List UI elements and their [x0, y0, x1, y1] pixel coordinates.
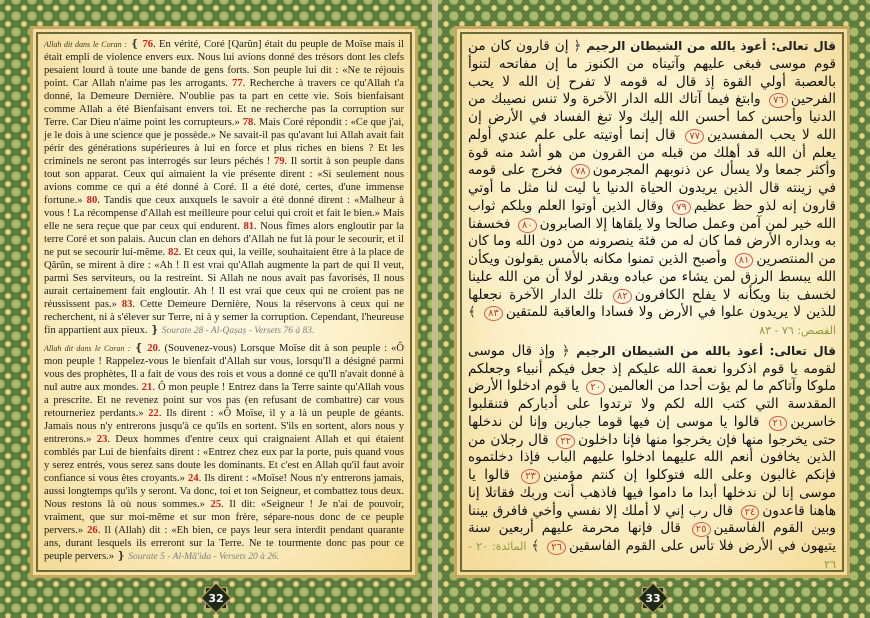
verse-number: 77 [232, 78, 243, 89]
verse-number: ٢٢ [556, 434, 575, 449]
passage-intro: Allah dit dans le Coran : [44, 40, 127, 49]
verse-number: ٨٠ [518, 218, 537, 233]
verse-text: تلك الدار الآخرة نجعلها للذين لا يريدون علوا في الأرض ولا فسادا والعاقبة للمتقين [468, 286, 836, 321]
verse-text: إن قارون كان من قوم موسى فبغى عليهم وآتيناه من الكنوز ما إن مفاتحه لتنوأ بالعصبة أولي القوة إذ قال له قومه لا تفرح إن الله لا يحب الفرحين [468, 38, 836, 108]
verse-text: فخرج على قومه في زينته قال الذين يريدون الحياة الدنيا يا ليت لنا مثل ما أوتي قارون إنه لذو حظ عظيم [468, 162, 837, 214]
verse-number: ٧٧ [685, 129, 704, 144]
french-text-frame [30, 26, 418, 578]
surah-reference: القصص: ٧٦ - ٨٣ [759, 324, 836, 337]
left-page [0, 0, 432, 618]
verse-text: فخسفنا به وبداره الأرض فما كان له من فئة ينصرونه من دون الله وما كان من المنتصرين [468, 215, 836, 267]
passage [44, 342, 404, 564]
open-bracket: ﴿ [573, 38, 582, 54]
verse-number: ٧٦ [769, 93, 788, 108]
passage-intro: قال تعالى: أعوذ بالله من الشيطان الرجيم [586, 39, 837, 53]
verse-text: . Ils dirent : «Ô Moïse, il y a là un peuple de géants. Jamais nous n'y entrerons jusqu'à ce qu'ils en sortent. S'ils en sortent, alors nous y entrerons.» [44, 408, 404, 445]
surah-reference: Sourate 5 - Al-Mâ'ida - Versets 20 à 26. [128, 552, 280, 562]
verse-number: 81 [243, 221, 255, 232]
arabic-text-frame [454, 26, 850, 578]
verse-number: 24 [187, 473, 199, 484]
verse-text: . Ô mon peuple ! Entrez dans la Terre sainte qu'Allah vous a prescrite. Et ne revenez point sur vos pas (en refusant de combattre) car vous retourneriez perdants.» [44, 382, 404, 419]
verse-number: 25 [210, 499, 222, 510]
verse-text: . Il dit: «Seigneur ! Je n'ai de pouvoir, vraiment, que sur moi-même et sur mon frère, sépare-nous donc de ce peuple pervers.» [44, 499, 404, 536]
open-bracket: ﴿ [561, 342, 570, 359]
verse-text: قالوا يا موسى إن فيها قوما جبارين وإنا لن ندخلها حتى يخرجوا منها فإن يخرجوا منها فإنا داخلون [468, 413, 836, 448]
verse-text: . Ils dirent : «Moïse! Nous n'y entrerons jamais, aussi longtemps qu'ils y seront. Va donc, toi et ton Seigneur, et combattez tous deux. Nous restons là où nous sommes.» [44, 473, 404, 510]
verse-text: يا قوم ادخلوا الأرض المقدسة التي كتب الله لكم ولا ترتدوا على أدباركم فتنقلبوا خاسرين [468, 378, 836, 430]
open-bracket: ❴ [130, 39, 140, 50]
close-bracket: ❵ [150, 325, 160, 336]
verse-number: ٨١ [735, 253, 754, 268]
verse-text: . Mais Coré répondit : «Ce que j'ai, je le dois à une science que je possède.» Ne savait-il pas qu'avant lui Allah avait fait périr des générations supérieures à lui en force et plus riches en biens ? Et les criminels ne seront pas interrogés sur leurs péchés ! [44, 117, 404, 167]
close-bracket: ﴾ [531, 538, 540, 554]
verse-text: قال رجلان من الذين يخافون أنعم الله عليهما ادخلوا عليهم الباب فإذا دخلتموه فإنكم غالبون وعلى الله فتوكلوا إن كنتم مؤمنين [468, 431, 836, 483]
verse-number: 21 [141, 382, 153, 393]
passage [468, 343, 836, 574]
page-number-badge [639, 584, 667, 612]
verse-number: 20 [147, 343, 158, 354]
verse-number: ٨٢ [613, 289, 632, 304]
verse-number: ٢٣ [521, 469, 540, 484]
verse-number: 80 [86, 195, 98, 206]
passage-intro: قال تعالى: أعوذ بالله من الشيطان الرجيم [576, 343, 837, 358]
verse-text: . Nous fîmes alors engloutir par la terre Coré et son palais. Aucun clan en dehors d'Allah ne fut là pour le secourir, et il ne put se secourir lui-même. [44, 221, 405, 258]
verse-number: ٢٦ [547, 540, 566, 555]
verse-text: . Et ceux qui, la veille, souhaitaient être à la place de Qârûn, se mirent à dire : «Ah ! Il est vrai qu'Allah augmente la part de qui Il veut, parmi Ses serviteurs, ou la restreint. Si Allah ne nous avait pas favorisés, Il nous aurait certainement fait engloutir. Ah ! Il est vrai que ceux qui ne croient pas ne réussissent pas.» [44, 247, 404, 310]
verse-text: . Il (Allah) dit : «Eh bien, ce pays leur sera interdit pendant quarante ans, durant lesquels ils erreront sur la Terre. Ne te tourmente donc pas pour ce peuple pervers.» [44, 525, 404, 562]
verse-text: . Cette Demeure Dernière, Nous la réservons à ceux qui ne recherchent, ni à s'élever sur Terre, ni à y semer la corruption. Cependant, l'heureuse fin appartient aux pieux. [44, 299, 404, 336]
passage-intro: Allah dit dans le Coran : [44, 344, 131, 353]
verse-number: 78 [242, 117, 254, 128]
open-bracket: ❴ [134, 343, 144, 354]
verse-text: . Recherche à travers ce qu'Allah t'a donné, la Demeure Dernière. N'oublie pas ta part en cette vie. Sois bienfaisant comme Allah a été Bienfaisant envers toi. Et ne recherche pas la corruption sur Terre. Car Dieu n'aime point les corrupteurs.» [44, 78, 405, 128]
page-number: 32 [208, 591, 224, 605]
passage [44, 38, 404, 338]
page-number: 33 [645, 591, 661, 605]
verse-text: . Tandis que ceux auxquels le savoir a été donné dirent : «Malheur à vous ! La récompense d'Allah est meilleure pour celui qui croit et fait le bien.» Mais elle ne sera reçue que par ceux qui endurent. [44, 195, 404, 232]
verse-number: ٧٩ [672, 200, 691, 215]
verse-number: 83 [121, 299, 133, 310]
verse-text: . En vérité, Coré [Qarûn] était du peuple de Moïse mais il était empli de violence envers eux. Nous lui avions donné des trésors dont les clefs pesaient lourd à toute une bande de gens forts. Son peuple lui dit : «Ne te réjouis point. Car Allah n'aime pas les arrogants. [44, 39, 404, 89]
verse-text: قال إنما أوتيته على علم عندي أولم يعلم أن الله قد أهلك من قبله من القرون من هو أشد منه قوة وأكثر جمعا ولا يسأل عن ذنوبهم المجرمون [468, 126, 836, 179]
verse-number: ٢٥ [692, 522, 711, 537]
verse-number: ٨٣ [484, 306, 503, 321]
verse-text: . Il sortit à son peuple dans tout son apparat. Ceux qui aimaient la vie présente dirent : «Si seulement nous avions comme ce qui a été donné à Coré. Il a été doté, certes, d'une immense fortune.» [44, 156, 404, 206]
verse-number: ٢٠ [586, 380, 605, 395]
page-number-badge [202, 584, 230, 612]
verse-text: وإذ قال موسى لقومه يا قوم اذكروا نعمة الله عليكم إذ جعل فيكم أنبياء وجعلكم ملوكا وآتاكم ما لم يؤت أحدا من العالمين [468, 342, 836, 395]
close-bracket: ❵ [116, 551, 126, 562]
passage [468, 38, 836, 340]
verse-number: ٢٤ [741, 505, 760, 520]
verse-number: 79 [273, 156, 285, 167]
verse-number: 76 [142, 39, 154, 50]
verse-number: ٧٨ [571, 164, 590, 179]
verse-text: وأصبح الذين تمنوا مكانه بالأمس يقولون ويكأن الله يبسط الرزق لمن يشاء من عباده ويقدر لولا أن من الله علينا لخسف بنا ويكأنه لا يفلح الكافرون [468, 251, 836, 303]
surah-reference: Sourate 28 - Al-Qaṣaṣ - Versets 76 à 83. [161, 326, 315, 336]
verse-number: 26 [87, 525, 98, 536]
close-bracket: ﴾ [468, 304, 476, 321]
verse-text: قالوا يا موسى إنا لن ندخلها أبدا ما داموا فيها فاذهب أنت وربك فقاتلا إنا هاهنا قاعدون [468, 467, 836, 519]
right-page [438, 0, 870, 618]
verse-number: 23 [96, 434, 108, 445]
surah-reference: المائدة: ٢٠ - ٢٦ [468, 540, 836, 571]
verse-number: 82 [168, 247, 179, 258]
verse-text: . (Souvenez-vous) Lorsque Moïse dit à son peuple : «Ô mon peuple ! Rappelez-vous le bienfait d'Allah sur vous, lorsqu'Il a désigné parmi vous des prophètes, Il a fait de vous des rois et vous a donné ce qu'Il n'avait donné à nul autre aux mondes. [44, 343, 405, 393]
verse-text: قال فإنها محرمة عليهم أربعين سنة يتيهون في الأرض فلا تأس على القوم الفاسقين [468, 520, 837, 554]
verse-number: 22 [148, 408, 159, 419]
verse-text: وقال الذين أوتوا العلم ويلكم ثواب الله خير لمن آمن وعمل صالحا ولا يلقاها إلا الصابرون [468, 197, 836, 232]
verse-text: وابتغ فيما آتاك الله الدار الآخرة ولا تنس نصيبك من الدنيا وأحسن كما أحسن الله إليك ولا تبغ الفساد في الأرض إن الله لا يحب المفسدين [468, 91, 836, 143]
verse-text: قال رب إني لا أملك إلا نفسي وأخي فافرق بيننا وبين القوم الفاسقين [468, 502, 836, 537]
verse-number: ٢١ [769, 416, 788, 431]
verse-text: . Deux hommes d'entre ceux qui craignaient Allah et qui étaient comblés par Lui de bienfaits dirent : «Entrez chez eux par la porte, puis quand vous y serez entrés, vous serez sans doute les dominants. Et c'est en Allah qu'il faut avoir confiance si vous êtes croyants.» [44, 434, 404, 484]
